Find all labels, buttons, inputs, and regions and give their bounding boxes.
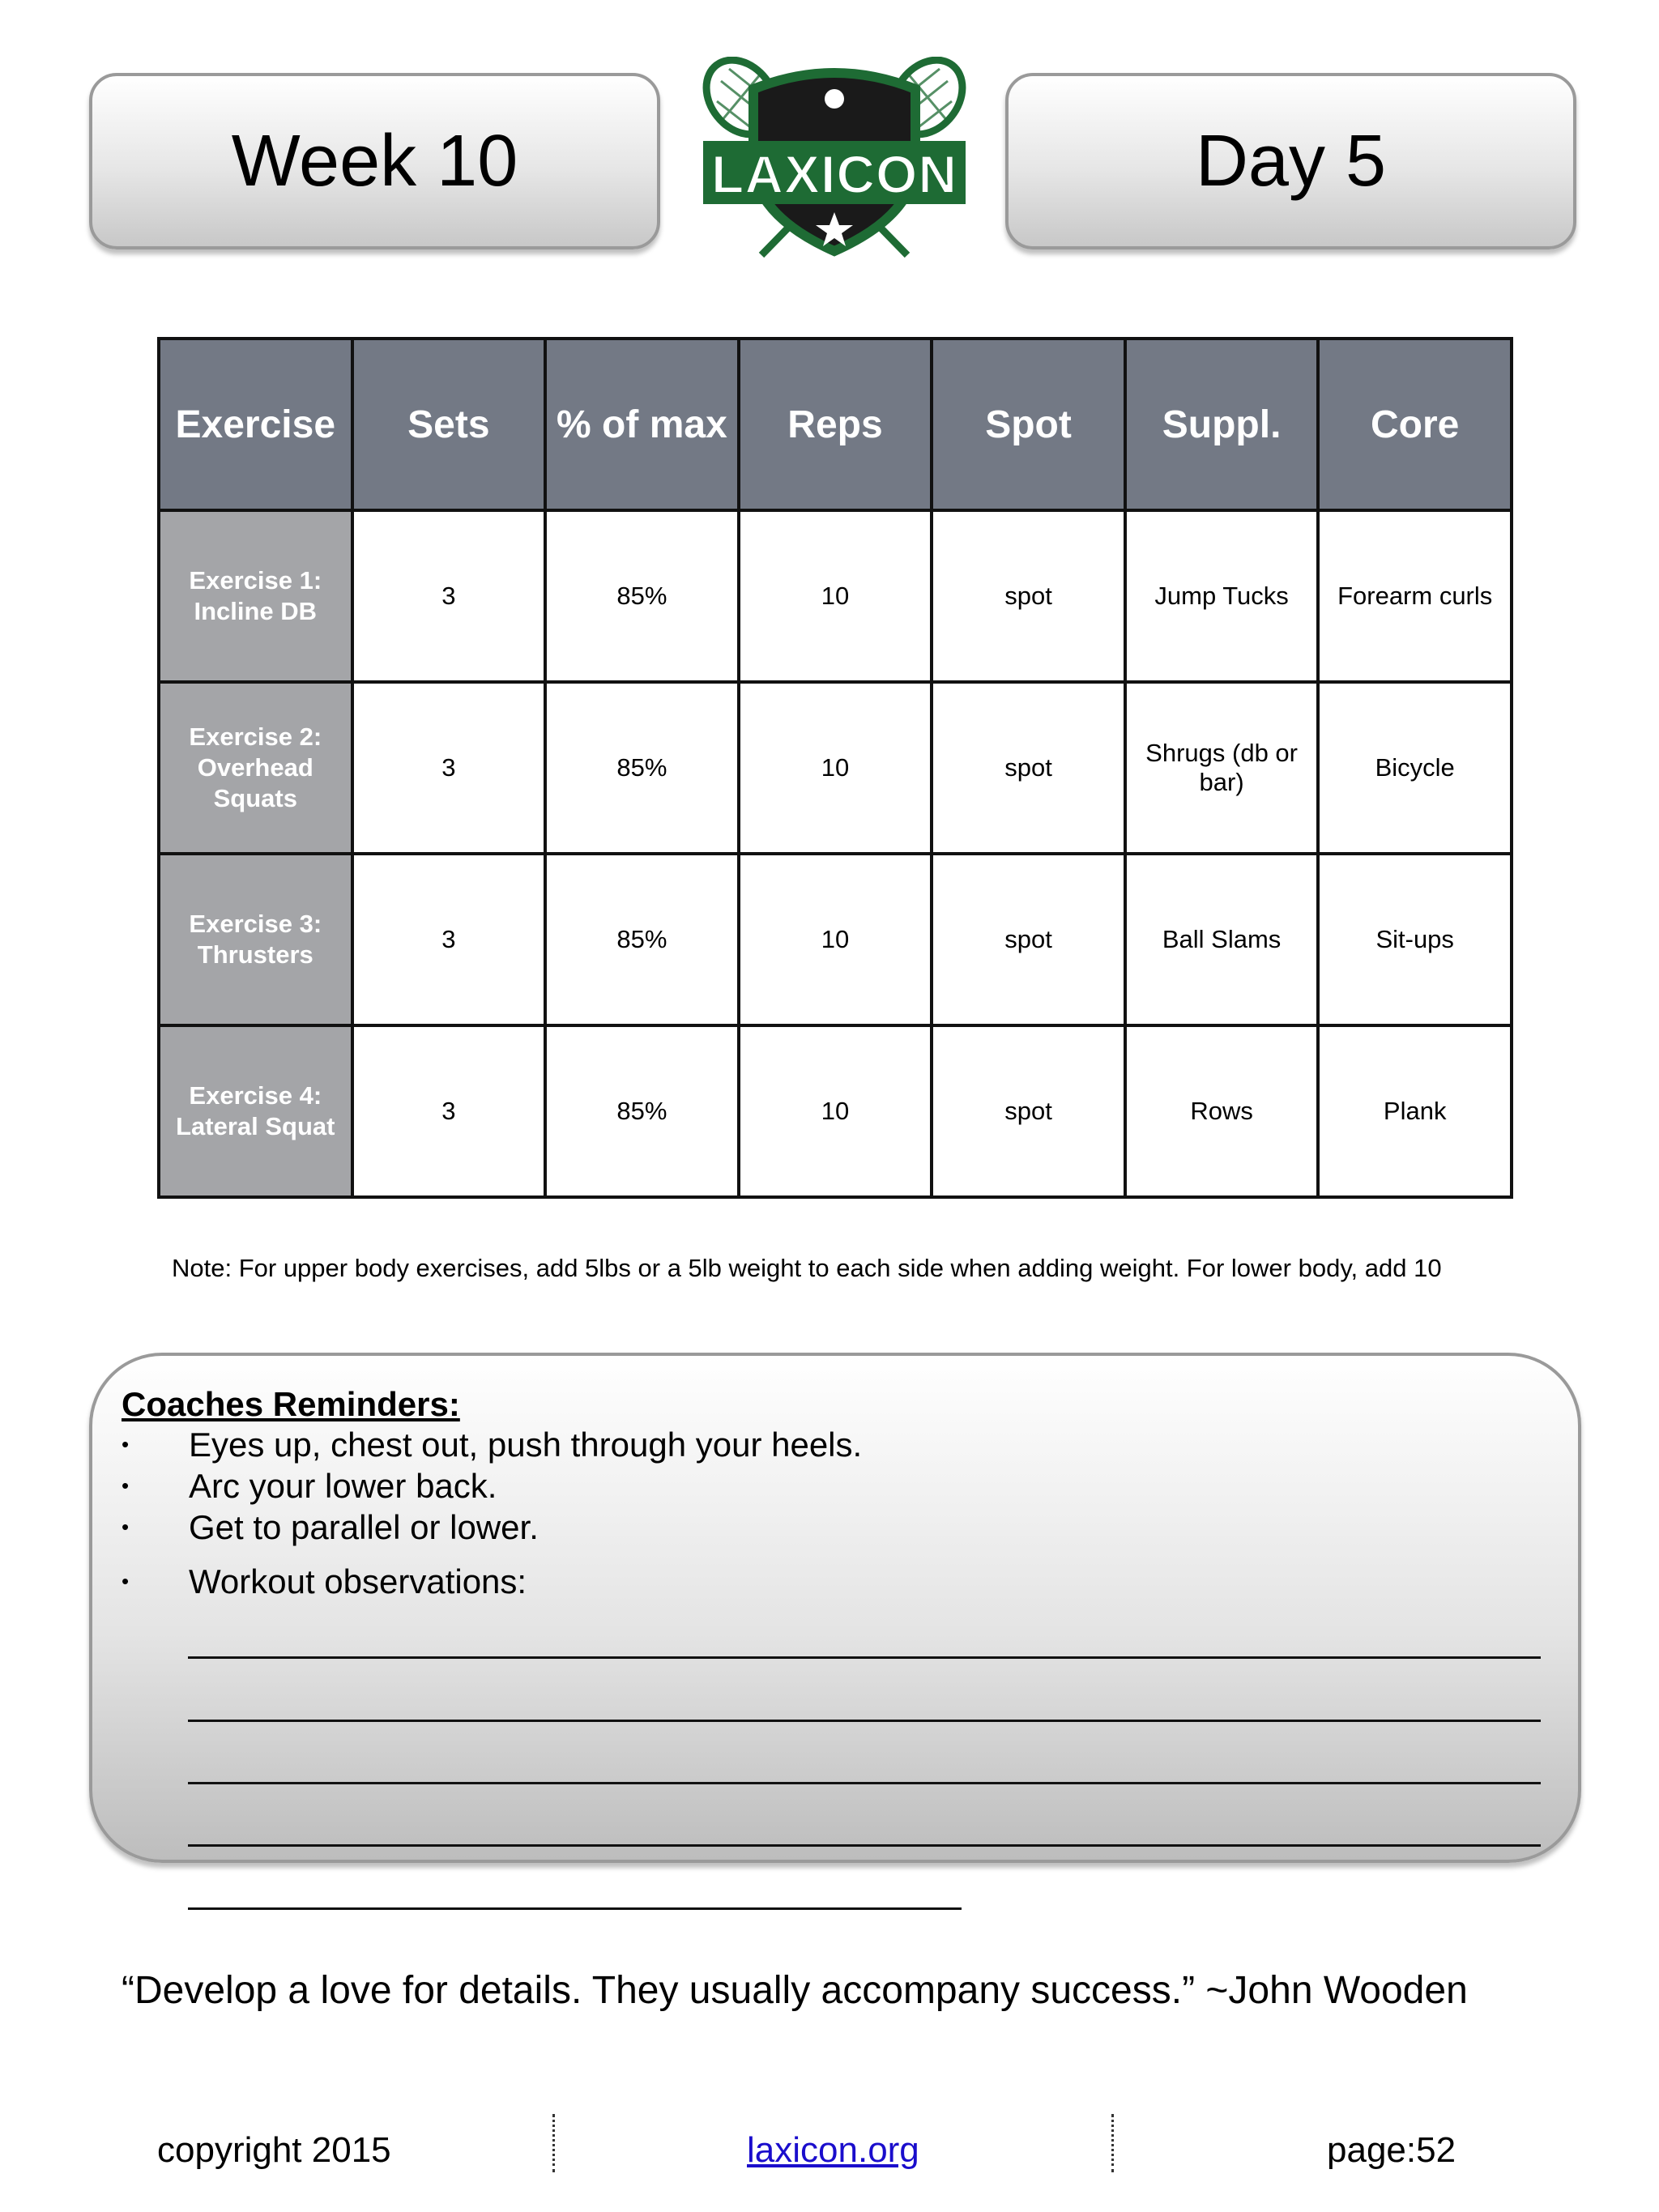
list-item <box>122 1424 862 1465</box>
reps-cell: 10 <box>739 1025 932 1197</box>
column-header: Core <box>1318 339 1512 510</box>
core-cell: Plank <box>1318 1025 1512 1197</box>
percent-max-cell: 85% <box>545 1025 739 1197</box>
bullet-icon: • <box>122 1473 130 1498</box>
percent-max-cell: 85% <box>545 682 739 854</box>
reminder-text: Get to parallel or lower. <box>189 1508 539 1546</box>
list-item <box>122 1507 862 1548</box>
table-row <box>159 1025 1512 1197</box>
core-cell: Sit-ups <box>1318 854 1512 1025</box>
workout-table <box>157 337 1513 1199</box>
week-text: Week 10 <box>231 120 518 202</box>
spot-cell: spot <box>932 854 1125 1025</box>
core-cell: Forearm curls <box>1318 510 1512 682</box>
column-header: Spot <box>932 339 1125 510</box>
column-header: Suppl. <box>1125 339 1319 510</box>
sets-cell: 3 <box>352 510 546 682</box>
reminder-text: Eyes up, chest out, push through your heels. <box>189 1426 863 1464</box>
spot-cell: spot <box>932 1025 1125 1197</box>
table-row <box>159 510 1512 682</box>
laxicon-logo <box>697 57 972 267</box>
reps-cell: 10 <box>739 682 932 854</box>
reps-cell: 10 <box>739 510 932 682</box>
reminders-title: Coaches Reminders: <box>122 1385 460 1423</box>
supplemental-cell: Jump Tucks <box>1125 510 1319 682</box>
exercise-name-cell: Exercise 1: Incline DB <box>159 510 352 682</box>
list-item <box>122 1561 862 1602</box>
logo-text: LAXICON <box>711 144 957 204</box>
column-header: Reps <box>739 339 932 510</box>
exercise-name-cell: Exercise 3: Thrusters <box>159 854 352 1025</box>
exercise-name-cell: Exercise 4: Lateral Squat <box>159 1025 352 1197</box>
table-row <box>159 682 1512 854</box>
column-header: Exercise <box>159 339 352 510</box>
sets-cell: 3 <box>352 854 546 1025</box>
table-header-row <box>159 339 1512 510</box>
reminder-text: Arc your lower back. <box>189 1467 497 1505</box>
observation-line[interactable] <box>188 1782 1541 1784</box>
observation-line[interactable] <box>188 1844 1541 1847</box>
ball-icon <box>825 89 844 109</box>
observation-line[interactable] <box>188 1720 1541 1722</box>
percent-max-cell: 85% <box>545 510 739 682</box>
core-cell: Bicycle <box>1318 682 1512 854</box>
column-header: % of max <box>545 339 739 510</box>
day-label <box>1005 73 1576 249</box>
footer-divider <box>1111 2114 1114 2172</box>
bullet-icon: • <box>122 1432 130 1456</box>
observation-line[interactable] <box>188 1656 1541 1659</box>
quote: “Develop a love for details. They usually accompany success.” ~John Wooden <box>122 1969 1468 2012</box>
bullet-icon: • <box>122 1569 130 1593</box>
spot-cell: spot <box>932 682 1125 854</box>
footer-divider <box>552 2114 555 2172</box>
sets-cell: 3 <box>352 1025 546 1197</box>
site-link[interactable]: laxicon.org <box>747 2130 919 2170</box>
day-text: Day 5 <box>1195 120 1387 202</box>
spot-cell: spot <box>932 510 1125 682</box>
list-item <box>122 1465 862 1507</box>
bullet-icon: • <box>122 1515 130 1539</box>
supplemental-cell: Rows <box>1125 1025 1319 1197</box>
supplemental-cell: Ball Slams <box>1125 854 1319 1025</box>
reps-cell: 10 <box>739 854 932 1025</box>
exercise-name-cell: Exercise 2: Overhead Squats <box>159 682 352 854</box>
percent-max-cell: 85% <box>545 854 739 1025</box>
column-header: Sets <box>352 339 546 510</box>
week-label <box>89 73 660 249</box>
page-number: page:52 <box>1327 2130 1456 2170</box>
observation-line[interactable] <box>188 1907 962 1910</box>
sets-cell: 3 <box>352 682 546 854</box>
supplemental-cell: Shrugs (db or bar) <box>1125 682 1319 854</box>
reminders-list <box>122 1424 862 1602</box>
table-row <box>159 854 1512 1025</box>
weight-note: Note: For upper body exercises, add 5lbs or a 5lb weight to each side when adding weight. For lower body, add 10 <box>172 1254 1442 1282</box>
reminder-text: Workout observations: <box>189 1562 527 1600</box>
copyright-text: copyright 2015 <box>157 2130 391 2170</box>
